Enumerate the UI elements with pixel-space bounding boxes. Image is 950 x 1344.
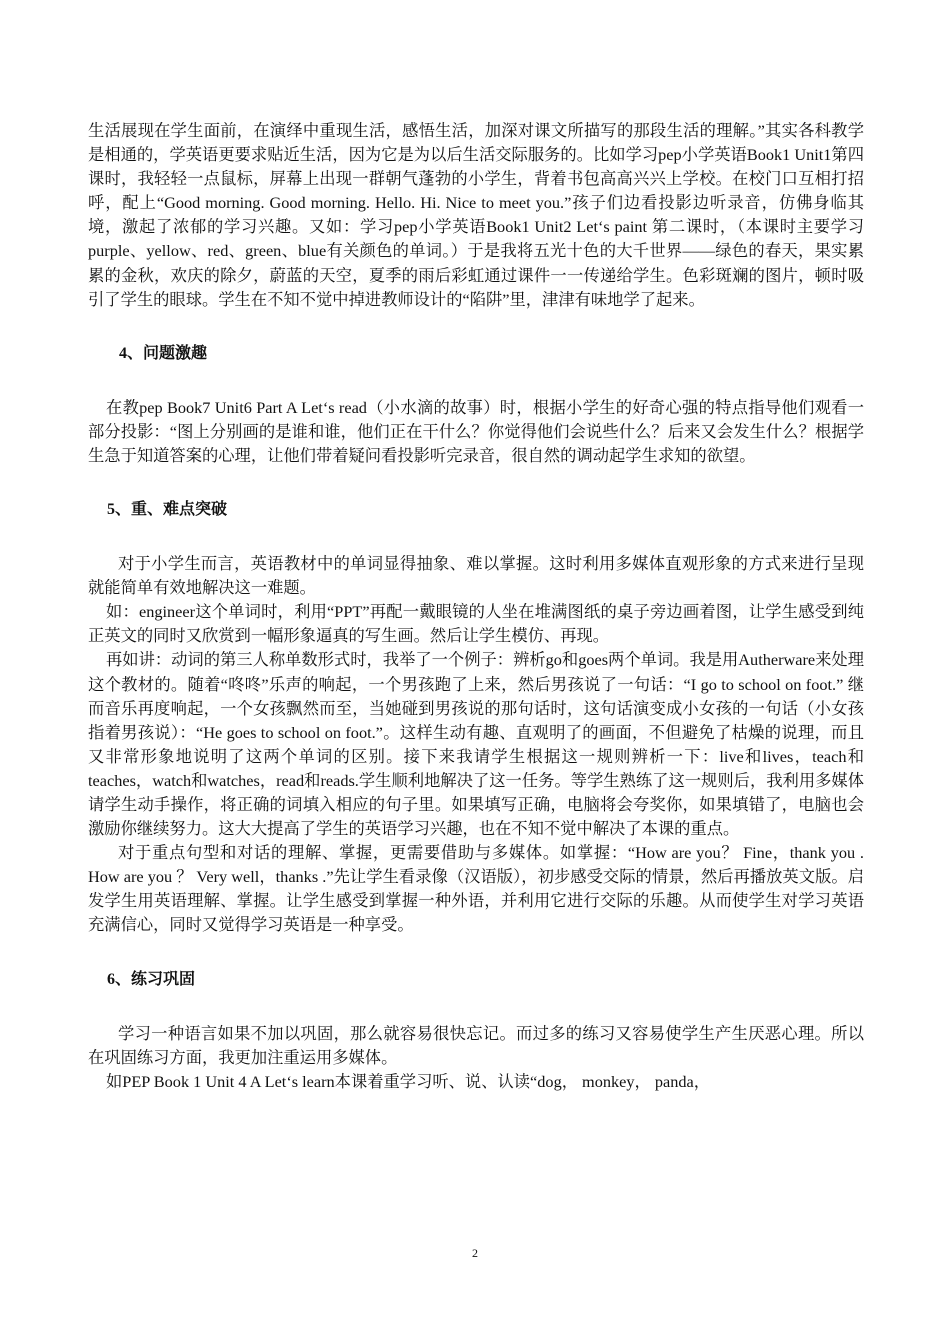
section-5-heading: 5、重、难点突破 <box>107 501 228 519</box>
page-number: 2 <box>472 1246 478 1260</box>
intro-paragraph: 生活展现在学生面前，在演绎中重现生活，感悟生活，加深对课文所描写的那段生活的理解。”其实各科教学是相通的，学英语更要求贴近生活，因为它是为以后生活交际服务的。比如学习pep小学英语Book1 Unit1第四课时，我轻轻一点鼠标，屏幕上出现一群朝气蓬勃的小学生，背着书包高高兴兴上学校。在校门口互相打招呼，配上“Good morning. Good morning. Hello. Hi. Nice to meet you.”孩子们边看投影边听录音，仿佛身临其境，激起了浓郁的学习兴趣。又如：学习pep小学英语Book1 Unit2 Let‘s paint 第二课时，（本课时主要学习purple、yellow、red、green、blue有关颜色的单词。）于是我将五光十色的大千世界——绿色的春天，果实累累的金秋，欢庆的除夕，蔚蓝的天空，夏季的雨后彩虹通过课件一一传递给学生。色彩斑斓的图片，顿时吸引了学生的眼球。学生在不知不觉中掉进教师设计的“陷阱”里，津津有味地学了起来。 <box>88 121 864 309</box>
section-5-paragraph-3: 再如讲：动词的第三人称单数形式时，我举了一个例子：辨析go和goes两个单词。我是用Autherware来处理这个教材的。随着“咚咚”乐声的响起，一个男孩跑了上来，然后男孩说了一句话：“I go to school on foot.” 继而音乐再度响起，一个女孩飘然而至，当她碰到男孩说的那句话时，这句话演变成小女孩的一句话（小女孩指着男孩说）：“He goes to school on foot.”。这样生动有趣、直观明了的画面，不但避免了枯燥的说理，而且又非常形象地说明了这两个单词的区别。接下来我请学生根据这一规则辨析一下：live和lives，teach和teaches，watch和watches，read和reads.学生顺利地解决了这一任务。等学生熟练了这一规则后，我利用多媒体请学生动手操作，将正确的词填入相应的句子里。如果填写正确，电脑将会夸奖你，如果填错了，电脑也会激励你继续努力。这大大提高了学生的英语学习兴趣，也在不知不觉中解决了本课的重点。 <box>88 650 864 839</box>
section-6-heading: 6、练习巩固 <box>107 970 196 988</box>
section-5-paragraph-2: 如：engineer这个单词时，利用“PPT”再配一戴眼镜的人坐在堆满图纸的桌子旁边画着图，让学生感受到纯正英文的同时又欣赏到一幅形象逼真的写生画。然后让学生模仿、再现。 <box>88 602 864 646</box>
section-6-paragraph-1: 学习一种语言如果不加以巩固，那么就容易很快忘记。而过多的练习又容易使学生产生厌恶心理。所以在巩固练习方面，我更加注重运用多媒体。 <box>88 1023 864 1067</box>
section-4-paragraph: 在教pep Book7 Unit6 Part A Let‘s read（小水滴的故事）时，根据小学生的好奇心强的特点指导他们观看一部分投影：“图上分别画的是谁和谁，他们正在干什么？你觉得他们会说些什么？后来又会发生什么？根据学生急于知道答案的心理，让他们带着疑问看投影听完录音，很自然的调动起学生求知的欲望。 <box>88 397 864 465</box>
section-4-heading: 4、问题激趣 <box>119 344 208 362</box>
section-5-paragraph-4: 对于重点句型和对话的理解、掌握，更需要借助与多媒体。如掌握：“How are you？ Fine，thank you . How are you ？ Very well，thanks .”先让学生看录像（汉语版），初步感受交际的情景，然后再播放英文版。启发学生用英语理解、掌握。让学生感受到掌握一种外语，并利用它进行交际的乐趣。从而使学生对学习英语充满信心，同时又觉得学习英语是一种享受。 <box>88 843 864 935</box>
section-5-paragraph-1: 对于小学生而言，英语教材中的单词显得抽象、难以掌握。这时利用多媒体直观形象的方式来进行呈现就能简单有效地解决这一难题。 <box>88 554 864 598</box>
section-6-paragraph-2: 如PEP Book 1 Unit 4 A Let‘s learn本课着重学习听、说、认读“dog， monkey， panda， <box>106 1071 711 1091</box>
